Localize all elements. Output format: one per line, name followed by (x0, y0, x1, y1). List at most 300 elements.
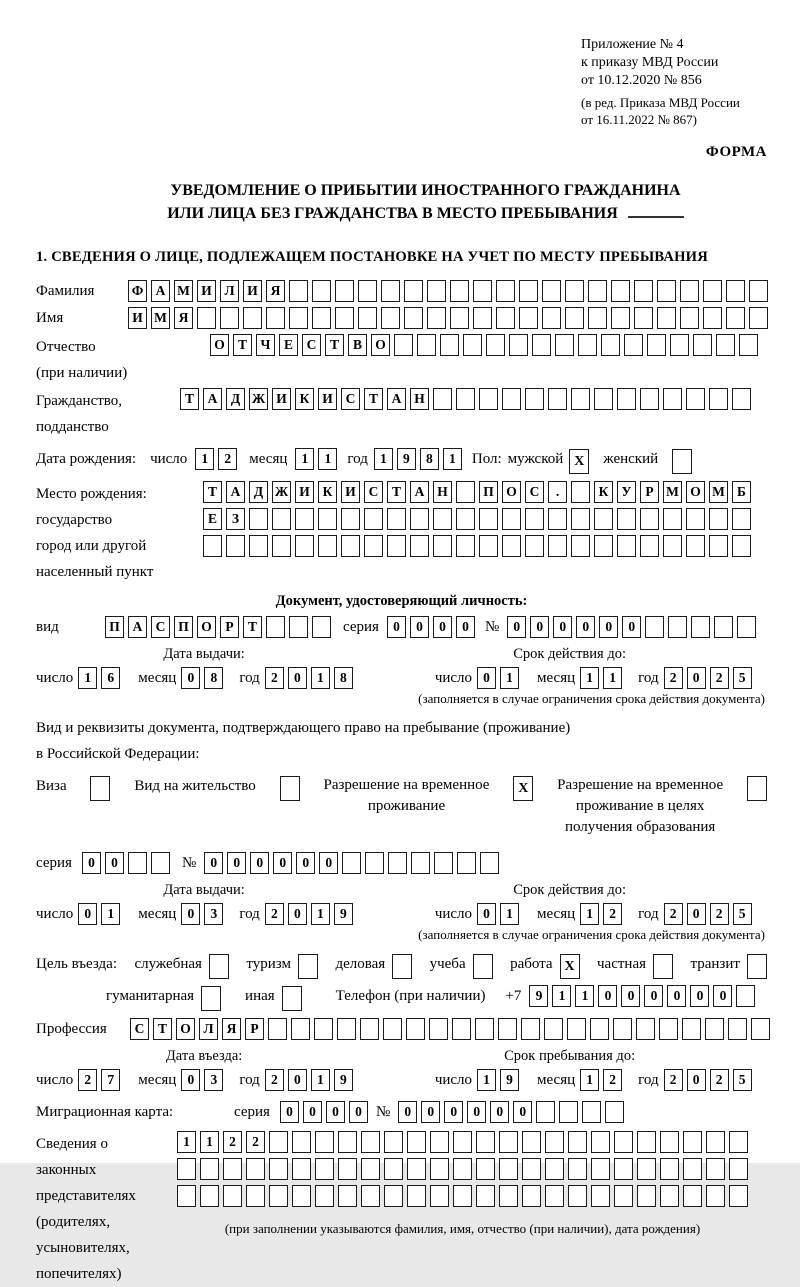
char-cell[interactable]: 0 (477, 903, 496, 925)
char-cell[interactable] (479, 388, 498, 410)
char-cell[interactable]: Н (433, 481, 452, 503)
char-cell[interactable] (568, 1131, 587, 1153)
char-cell[interactable] (498, 1018, 517, 1040)
char-cell[interactable] (636, 1018, 655, 1040)
char-cell[interactable]: 0 (82, 852, 101, 874)
char-cell[interactable]: 2 (710, 1069, 729, 1091)
char-cell[interactable]: Т (153, 1018, 172, 1040)
char-cell[interactable] (726, 307, 745, 329)
char-cell[interactable] (335, 280, 354, 302)
char-cell[interactable] (151, 852, 170, 874)
char-cell[interactable] (521, 1018, 540, 1040)
char-cell[interactable]: Т (364, 388, 383, 410)
char-cell[interactable] (737, 616, 756, 638)
char-cell[interactable]: 1 (200, 1131, 219, 1153)
char-cell[interactable] (407, 1185, 426, 1207)
char-cell[interactable] (522, 1158, 541, 1180)
char-cell[interactable] (680, 307, 699, 329)
purpose-other-checkbox[interactable] (282, 986, 302, 1011)
sex-male-checkbox[interactable]: X (569, 449, 589, 474)
char-cell[interactable] (686, 508, 705, 530)
char-cell[interactable] (637, 1185, 656, 1207)
char-cell[interactable] (394, 334, 413, 356)
char-cell[interactable] (749, 307, 768, 329)
char-cell[interactable] (614, 1131, 633, 1153)
char-cell[interactable] (502, 535, 521, 557)
char-cell[interactable] (456, 481, 475, 503)
char-cell[interactable]: 2 (265, 1069, 284, 1091)
char-cell[interactable]: М (151, 307, 170, 329)
char-cell[interactable]: М (174, 280, 193, 302)
char-cell[interactable] (729, 1158, 748, 1180)
char-cell[interactable]: 0 (513, 1101, 532, 1123)
char-cell[interactable]: О (371, 334, 390, 356)
char-cell[interactable] (502, 508, 521, 530)
char-cell[interactable] (456, 508, 475, 530)
purpose-work-checkbox[interactable]: X (560, 954, 580, 979)
char-cell[interactable] (739, 334, 758, 356)
char-cell[interactable]: 3 (204, 1069, 223, 1091)
char-cell[interactable]: 0 (326, 1101, 345, 1123)
char-cell[interactable] (663, 388, 682, 410)
char-cell[interactable] (338, 1185, 357, 1207)
char-cell[interactable]: 1 (318, 448, 337, 470)
char-cell[interactable] (411, 852, 430, 874)
char-cell[interactable]: 2 (710, 667, 729, 689)
char-cell[interactable] (269, 1131, 288, 1153)
purpose-private-checkbox[interactable] (653, 954, 673, 979)
char-cell[interactable]: К (594, 481, 613, 503)
char-cell[interactable] (381, 307, 400, 329)
char-cell[interactable]: 1 (552, 985, 571, 1007)
char-cell[interactable] (312, 280, 331, 302)
char-cell[interactable] (568, 1158, 587, 1180)
char-cell[interactable] (479, 535, 498, 557)
char-cell[interactable] (475, 1018, 494, 1040)
char-cell[interactable] (683, 1185, 702, 1207)
char-cell[interactable] (387, 535, 406, 557)
char-cell[interactable] (177, 1158, 196, 1180)
char-cell[interactable] (683, 1158, 702, 1180)
char-cell[interactable]: 2 (664, 1069, 683, 1091)
char-cell[interactable]: 0 (576, 616, 595, 638)
char-cell[interactable] (341, 508, 360, 530)
char-cell[interactable]: 1 (177, 1131, 196, 1153)
char-cell[interactable] (384, 1158, 403, 1180)
char-cell[interactable]: 1 (575, 985, 594, 1007)
char-cell[interactable] (292, 1131, 311, 1153)
char-cell[interactable] (565, 307, 584, 329)
char-cell[interactable] (406, 1018, 425, 1040)
char-cell[interactable]: 2 (603, 903, 622, 925)
char-cell[interactable] (410, 535, 429, 557)
char-cell[interactable] (452, 1018, 471, 1040)
char-cell[interactable] (177, 1185, 196, 1207)
char-cell[interactable]: 0 (644, 985, 663, 1007)
char-cell[interactable]: 0 (687, 1069, 706, 1091)
char-cell[interactable] (407, 1131, 426, 1153)
char-cell[interactable] (590, 1018, 609, 1040)
char-cell[interactable] (571, 481, 590, 503)
char-cell[interactable]: 2 (603, 1069, 622, 1091)
char-cell[interactable] (588, 280, 607, 302)
char-cell[interactable]: И (272, 388, 291, 410)
char-cell[interactable] (729, 1131, 748, 1153)
char-cell[interactable]: У (617, 481, 636, 503)
char-cell[interactable] (567, 1018, 586, 1040)
char-cell[interactable] (338, 1158, 357, 1180)
char-cell[interactable] (542, 280, 561, 302)
char-cell[interactable] (292, 1185, 311, 1207)
char-cell[interactable]: 0 (713, 985, 732, 1007)
char-cell[interactable]: 0 (621, 985, 640, 1007)
char-cell[interactable] (312, 307, 331, 329)
char-cell[interactable]: 0 (599, 616, 618, 638)
char-cell[interactable] (430, 1131, 449, 1153)
residence-permit-checkbox[interactable] (280, 776, 300, 801)
char-cell[interactable]: Д (226, 388, 245, 410)
char-cell[interactable]: С (151, 616, 170, 638)
char-cell[interactable] (295, 508, 314, 530)
char-cell[interactable]: 1 (101, 903, 120, 925)
char-cell[interactable] (361, 1185, 380, 1207)
char-cell[interactable] (548, 508, 567, 530)
char-cell[interactable]: 0 (530, 616, 549, 638)
char-cell[interactable] (703, 280, 722, 302)
char-cell[interactable] (729, 1185, 748, 1207)
char-cell[interactable] (663, 508, 682, 530)
char-cell[interactable] (434, 852, 453, 874)
char-cell[interactable] (292, 1158, 311, 1180)
char-cell[interactable]: 1 (311, 903, 330, 925)
char-cell[interactable] (450, 307, 469, 329)
char-cell[interactable] (456, 535, 475, 557)
char-cell[interactable]: 0 (319, 852, 338, 874)
char-cell[interactable]: 9 (334, 1069, 353, 1091)
char-cell[interactable]: 0 (288, 1069, 307, 1091)
char-cell[interactable] (542, 307, 561, 329)
temp-permit-checkbox[interactable]: X (513, 776, 533, 801)
char-cell[interactable]: О (176, 1018, 195, 1040)
char-cell[interactable] (544, 1018, 563, 1040)
char-cell[interactable] (430, 1158, 449, 1180)
char-cell[interactable] (532, 334, 551, 356)
char-cell[interactable] (519, 307, 538, 329)
char-cell[interactable] (709, 535, 728, 557)
char-cell[interactable]: 5 (733, 667, 752, 689)
char-cell[interactable]: 1 (477, 1069, 496, 1091)
char-cell[interactable] (479, 508, 498, 530)
char-cell[interactable] (611, 280, 630, 302)
char-cell[interactable]: Т (325, 334, 344, 356)
char-cell[interactable] (647, 334, 666, 356)
char-cell[interactable]: И (197, 280, 216, 302)
char-cell[interactable]: 0 (421, 1101, 440, 1123)
purpose-tourism-checkbox[interactable] (298, 954, 318, 979)
char-cell[interactable] (591, 1131, 610, 1153)
char-cell[interactable] (732, 388, 751, 410)
char-cell[interactable]: 0 (687, 903, 706, 925)
char-cell[interactable]: 0 (280, 1101, 299, 1123)
char-cell[interactable] (272, 508, 291, 530)
char-cell[interactable] (732, 508, 751, 530)
char-cell[interactable] (548, 388, 567, 410)
char-cell[interactable] (457, 852, 476, 874)
char-cell[interactable] (680, 280, 699, 302)
char-cell[interactable] (427, 280, 446, 302)
char-cell[interactable]: 0 (181, 667, 200, 689)
char-cell[interactable] (358, 280, 377, 302)
char-cell[interactable] (706, 1158, 725, 1180)
char-cell[interactable]: Е (203, 508, 222, 530)
char-cell[interactable]: К (295, 388, 314, 410)
char-cell[interactable] (243, 307, 262, 329)
char-cell[interactable] (591, 1185, 610, 1207)
char-cell[interactable] (545, 1185, 564, 1207)
char-cell[interactable]: 1 (500, 667, 519, 689)
char-cell[interactable] (555, 334, 574, 356)
char-cell[interactable]: 1 (78, 667, 97, 689)
char-cell[interactable] (716, 334, 735, 356)
char-cell[interactable] (381, 280, 400, 302)
char-cell[interactable]: 6 (101, 667, 120, 689)
char-cell[interactable] (617, 388, 636, 410)
char-cell[interactable] (407, 1158, 426, 1180)
char-cell[interactable]: 0 (288, 667, 307, 689)
char-cell[interactable] (613, 1018, 632, 1040)
char-cell[interactable]: 1 (311, 667, 330, 689)
char-cell[interactable] (640, 388, 659, 410)
char-cell[interactable] (246, 1158, 265, 1180)
char-cell[interactable] (499, 1185, 518, 1207)
char-cell[interactable] (545, 1158, 564, 1180)
char-cell[interactable] (519, 280, 538, 302)
char-cell[interactable] (456, 388, 475, 410)
char-cell[interactable] (384, 1131, 403, 1153)
char-cell[interactable]: А (387, 388, 406, 410)
char-cell[interactable] (749, 280, 768, 302)
char-cell[interactable] (732, 535, 751, 557)
char-cell[interactable] (289, 280, 308, 302)
char-cell[interactable]: В (348, 334, 367, 356)
char-cell[interactable] (605, 1101, 624, 1123)
char-cell[interactable]: И (243, 280, 262, 302)
char-cell[interactable]: 5 (733, 1069, 752, 1091)
char-cell[interactable] (404, 280, 423, 302)
char-cell[interactable] (342, 852, 361, 874)
char-cell[interactable] (578, 334, 597, 356)
char-cell[interactable] (387, 508, 406, 530)
char-cell[interactable] (571, 388, 590, 410)
char-cell[interactable]: Ж (249, 388, 268, 410)
char-cell[interactable] (545, 1131, 564, 1153)
char-cell[interactable]: Ф (128, 280, 147, 302)
char-cell[interactable] (318, 508, 337, 530)
char-cell[interactable]: 0 (507, 616, 526, 638)
char-cell[interactable] (417, 334, 436, 356)
char-cell[interactable] (335, 307, 354, 329)
char-cell[interactable] (226, 535, 245, 557)
char-cell[interactable] (568, 1185, 587, 1207)
char-cell[interactable]: 0 (444, 1101, 463, 1123)
char-cell[interactable] (634, 307, 653, 329)
char-cell[interactable] (548, 535, 567, 557)
char-cell[interactable] (660, 1131, 679, 1153)
char-cell[interactable]: 7 (101, 1069, 120, 1091)
char-cell[interactable] (220, 307, 239, 329)
char-cell[interactable]: 0 (227, 852, 246, 874)
char-cell[interactable] (384, 1185, 403, 1207)
char-cell[interactable]: К (318, 481, 337, 503)
char-cell[interactable]: 1 (603, 667, 622, 689)
char-cell[interactable] (703, 307, 722, 329)
char-cell[interactable]: 0 (303, 1101, 322, 1123)
char-cell[interactable] (496, 307, 515, 329)
char-cell[interactable] (410, 508, 429, 530)
char-cell[interactable]: Р (245, 1018, 264, 1040)
char-cell[interactable] (383, 1018, 402, 1040)
char-cell[interactable] (525, 535, 544, 557)
char-cell[interactable]: Ч (256, 334, 275, 356)
char-cell[interactable] (659, 1018, 678, 1040)
char-cell[interactable]: 0 (456, 616, 475, 638)
char-cell[interactable]: А (151, 280, 170, 302)
char-cell[interactable] (269, 1185, 288, 1207)
char-cell[interactable] (496, 280, 515, 302)
char-cell[interactable] (315, 1185, 334, 1207)
char-cell[interactable] (525, 508, 544, 530)
char-cell[interactable] (565, 280, 584, 302)
char-cell[interactable] (536, 1101, 555, 1123)
char-cell[interactable]: 0 (181, 903, 200, 925)
char-cell[interactable] (427, 307, 446, 329)
char-cell[interactable] (433, 388, 452, 410)
char-cell[interactable] (624, 334, 643, 356)
char-cell[interactable]: А (226, 481, 245, 503)
char-cell[interactable]: О (686, 481, 705, 503)
sex-female-checkbox[interactable] (672, 449, 692, 474)
char-cell[interactable]: 0 (204, 852, 223, 874)
char-cell[interactable] (591, 1158, 610, 1180)
char-cell[interactable] (128, 852, 147, 874)
char-cell[interactable]: П (479, 481, 498, 503)
char-cell[interactable]: 8 (420, 448, 439, 470)
char-cell[interactable]: О (502, 481, 521, 503)
char-cell[interactable]: П (174, 616, 193, 638)
char-cell[interactable]: 0 (349, 1101, 368, 1123)
char-cell[interactable]: 0 (477, 667, 496, 689)
char-cell[interactable]: 0 (690, 985, 709, 1007)
char-cell[interactable]: 2 (664, 903, 683, 925)
char-cell[interactable] (269, 1158, 288, 1180)
char-cell[interactable]: 0 (467, 1101, 486, 1123)
char-cell[interactable] (476, 1158, 495, 1180)
char-cell[interactable] (360, 1018, 379, 1040)
char-cell[interactable]: 1 (311, 1069, 330, 1091)
char-cell[interactable]: 0 (553, 616, 572, 638)
char-cell[interactable]: 0 (387, 616, 406, 638)
char-cell[interactable]: А (410, 481, 429, 503)
char-cell[interactable]: 3 (204, 903, 223, 925)
char-cell[interactable] (594, 535, 613, 557)
char-cell[interactable]: 9 (500, 1069, 519, 1091)
char-cell[interactable]: 2 (78, 1069, 97, 1091)
purpose-official-checkbox[interactable] (209, 954, 229, 979)
char-cell[interactable] (480, 852, 499, 874)
char-cell[interactable] (338, 1131, 357, 1153)
char-cell[interactable] (388, 852, 407, 874)
char-cell[interactable]: 1 (580, 1069, 599, 1091)
char-cell[interactable] (361, 1158, 380, 1180)
char-cell[interactable] (645, 616, 664, 638)
char-cell[interactable] (473, 280, 492, 302)
char-cell[interactable] (341, 535, 360, 557)
char-cell[interactable] (197, 307, 216, 329)
char-cell[interactable]: 1 (374, 448, 393, 470)
char-cell[interactable] (601, 334, 620, 356)
char-cell[interactable] (588, 307, 607, 329)
purpose-humanitarian-checkbox[interactable] (201, 986, 221, 1011)
char-cell[interactable] (433, 508, 452, 530)
char-cell[interactable]: 2 (265, 903, 284, 925)
char-cell[interactable] (686, 388, 705, 410)
char-cell[interactable]: 0 (181, 1069, 200, 1091)
char-cell[interactable] (473, 307, 492, 329)
char-cell[interactable] (453, 1185, 472, 1207)
char-cell[interactable] (668, 616, 687, 638)
char-cell[interactable] (203, 535, 222, 557)
char-cell[interactable] (571, 508, 590, 530)
char-cell[interactable] (522, 1131, 541, 1153)
char-cell[interactable] (450, 280, 469, 302)
char-cell[interactable] (268, 1018, 287, 1040)
char-cell[interactable] (430, 1185, 449, 1207)
char-cell[interactable]: З (226, 508, 245, 530)
char-cell[interactable]: Л (199, 1018, 218, 1040)
char-cell[interactable] (404, 307, 423, 329)
char-cell[interactable] (571, 535, 590, 557)
char-cell[interactable] (200, 1158, 219, 1180)
char-cell[interactable] (249, 535, 268, 557)
char-cell[interactable] (249, 508, 268, 530)
char-cell[interactable]: 2 (246, 1131, 265, 1153)
char-cell[interactable] (634, 280, 653, 302)
char-cell[interactable]: Т (387, 481, 406, 503)
char-cell[interactable] (314, 1018, 333, 1040)
char-cell[interactable]: А (128, 616, 147, 638)
char-cell[interactable]: 9 (529, 985, 548, 1007)
char-cell[interactable] (686, 535, 705, 557)
char-cell[interactable] (453, 1158, 472, 1180)
char-cell[interactable] (364, 535, 383, 557)
char-cell[interactable] (660, 1185, 679, 1207)
char-cell[interactable] (611, 307, 630, 329)
char-cell[interactable] (728, 1018, 747, 1040)
char-cell[interactable]: Р (220, 616, 239, 638)
char-cell[interactable] (525, 388, 544, 410)
char-cell[interactable] (291, 1018, 310, 1040)
char-cell[interactable]: Я (174, 307, 193, 329)
char-cell[interactable] (453, 1131, 472, 1153)
char-cell[interactable] (559, 1101, 578, 1123)
char-cell[interactable]: И (128, 307, 147, 329)
char-cell[interactable] (617, 535, 636, 557)
char-cell[interactable]: 0 (296, 852, 315, 874)
char-cell[interactable]: 0 (288, 903, 307, 925)
char-cell[interactable] (637, 1158, 656, 1180)
char-cell[interactable] (640, 508, 659, 530)
char-cell[interactable] (272, 535, 291, 557)
